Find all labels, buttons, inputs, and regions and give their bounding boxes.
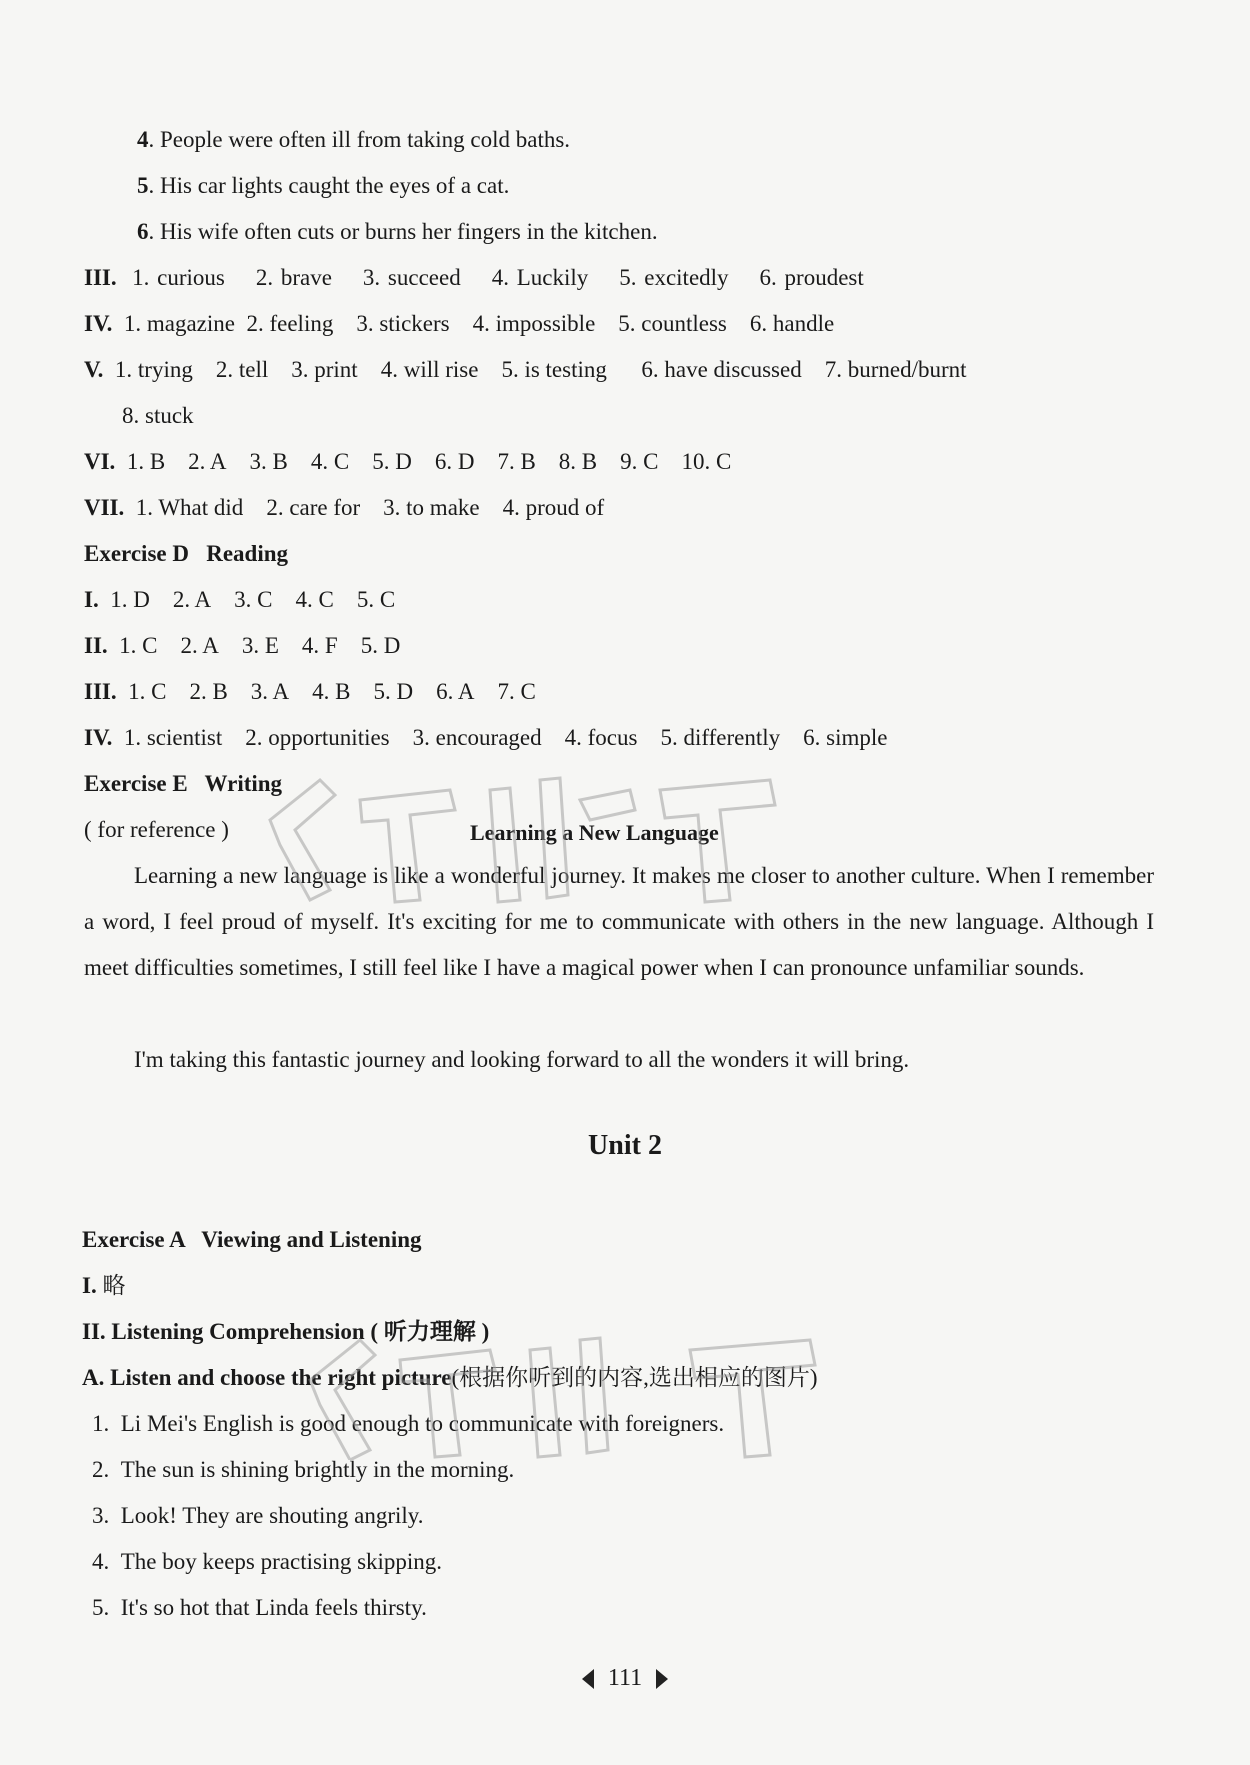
page-number: 111 <box>0 1665 1250 1692</box>
listen-choose-heading: A. Listen and choose the right picture(根据你听到的内容,选出相应的图片) <box>82 1365 818 1390</box>
essay-paragraph-2: I'm taking this fantastic journey and looking forward to all the wonders it will bring. <box>134 1047 910 1072</box>
viewing-i: I. 略 <box>82 1273 126 1298</box>
listening-item-3: 3. Look! They are shouting angrily. <box>92 1503 424 1528</box>
essay-title: Learning a New Language <box>470 820 719 845</box>
for-reference-label: ( for reference ) <box>84 817 229 842</box>
essay-paragraph-1: Learning a new language is like a wonderful journey. It makes me closer to another culture. When I remember a word, I feel proud of myself. It's exciting for me to communicate with others in the new language. Although I meet difficulties sometimes, I still feel like I have a magical power when I can pronounce unfamiliar sounds. <box>84 863 1154 980</box>
prev-arrow-icon <box>582 1669 594 1689</box>
reading-ii-answers: II. 1. C 2. A 3. E 4. F 5. D <box>84 633 401 658</box>
section-vi-answers: VI. 1. B 2. A 3. B 4. C 5. D 6. D 7. B 8. B 9. C 10. C <box>84 449 732 474</box>
exercise-a-heading: Exercise A Viewing and Listening <box>82 1227 422 1252</box>
listening-item-5: 5. It's so hot that Linda feels thirsty. <box>92 1595 427 1620</box>
listening-item-4: 4. The boy keeps practising skipping. <box>92 1549 443 1574</box>
reading-i-answers: I. 1. D 2. A 3. C 4. C 5. C <box>84 587 396 612</box>
section-vii-answers: VII. 1. What did 2. care for 3. to make 4. proud of <box>84 495 605 520</box>
sentence-6: 6. His wife often cuts or burns her fingers in the kitchen. <box>137 219 658 244</box>
section-v-answers: V. 1. trying 2. tell 3. print 4. will rise 5. is testing 6. have discussed 7. burned/burnt <box>84 357 967 382</box>
next-arrow-icon <box>656 1669 668 1689</box>
sentence-4: 4. People were often ill from taking cold baths. <box>137 127 571 152</box>
listening-comprehension-heading: II. Listening Comprehension ( 听力理解 ) <box>82 1319 490 1344</box>
section-iii-answers: III. 1. curious 2. brave 3. succeed 4. Luckily 5. excitedly 6. proudest <box>84 265 864 290</box>
section-iv-answers: IV. 1. magazine 2. feeling 3. stickers 4. impossible 5. countless 6. handle <box>84 311 835 336</box>
reading-iv-answers: IV. 1. scientist 2. opportunities 3. encouraged 4. focus 5. differently 6. simple <box>84 725 888 750</box>
unit-heading: Unit 2 <box>588 1130 662 1161</box>
listening-item-1: 1. Li Mei's English is good enough to communicate with foreigners. <box>92 1411 725 1436</box>
reading-iii-answers: III. 1. C 2. B 3. A 4. B 5. D 6. A 7. C <box>84 679 536 704</box>
listening-item-2: 2. The sun is shining brightly in the morning. <box>92 1457 515 1482</box>
exercise-d-heading: Exercise D Reading <box>84 541 289 566</box>
exercise-e-heading: Exercise E Writing <box>84 771 283 796</box>
sentence-5: 5. His car lights caught the eyes of a cat. <box>137 173 510 198</box>
section-v-continued: 8. stuck <box>122 403 194 428</box>
